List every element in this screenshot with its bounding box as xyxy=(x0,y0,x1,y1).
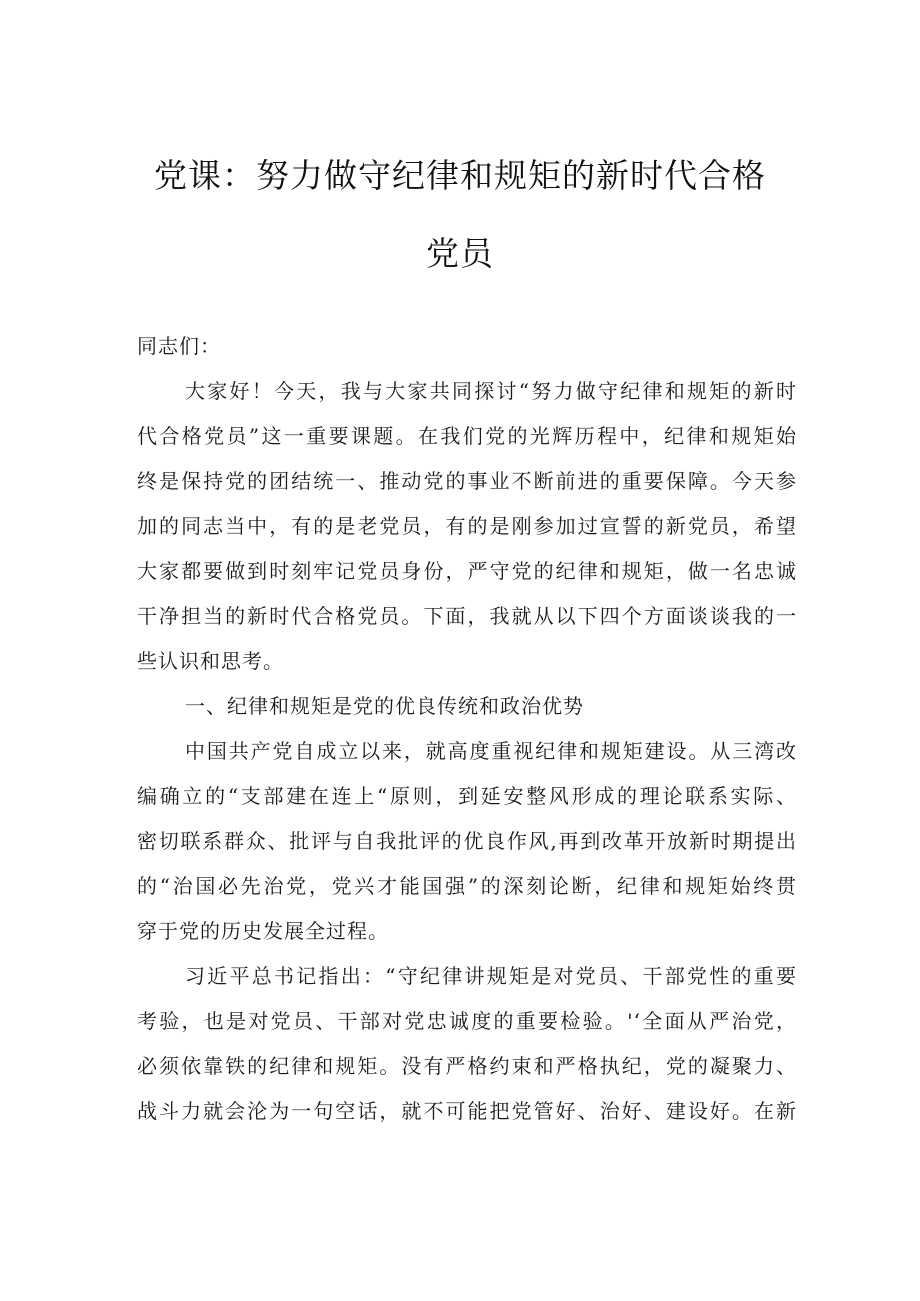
paragraph-line: 终是保持党的团结统一、推动党的事业不断前进的重要保障。今天参 xyxy=(137,469,797,493)
paragraph-line: 穿于党的历史发展全过程。 xyxy=(137,919,389,943)
paragraph-line: 习近平总书记指出：“守纪律讲规矩是对党员、干部党性的重要 xyxy=(185,964,797,988)
paragraph-line: 密切联系群众、批评与自我批评的优良作风,再到改革开放新时期提出 xyxy=(137,829,797,853)
paragraph-line: 中国共产党自成立以来，就高度重视纪律和规矩建设。从三湾改 xyxy=(185,739,797,763)
document-body xyxy=(137,324,797,1134)
salutation: 同志们： xyxy=(137,334,221,358)
section-heading: 一、纪律和规矩是党的优良传统和政治优势 xyxy=(185,694,584,718)
paragraph-intro xyxy=(137,369,797,684)
paragraph-line: 大家好！今天，我与大家共同探讨“努力做守纪律和规矩的新时 xyxy=(185,379,797,403)
paragraph-line: 必须依靠铁的纪律和规矩。没有严格约束和严格执纪，党的凝聚力、 xyxy=(137,1054,797,1078)
paragraph-line: 战斗力就会沦为一句空话，就不可能把党管好、治好、建设好。在新 xyxy=(137,1099,797,1123)
paragraph-line: 代合格党员”这一重要课题。在我们党的光辉历程中，纪律和规矩始 xyxy=(137,424,797,448)
paragraph-line: 加的同志当中，有的是老党员，有的是刚参加过宣誓的新党员，希望 xyxy=(137,514,797,538)
paragraph-line: 编确立的“支部建在连上“原则，到延安整风形成的理论联系实际、 xyxy=(137,784,797,808)
document-title-line-2: 党员 xyxy=(426,234,494,273)
paragraph-line: 的“治国必先治党，党兴才能国强”的深刻论断，纪律和规矩始终贯 xyxy=(137,874,797,898)
paragraph-line: 考验，也是对党员、干部对党忠诚度的重要检验。'‘全面从严治党， xyxy=(137,1009,797,1033)
paragraph-history xyxy=(137,729,797,954)
paragraph-line: 干净担当的新时代合格党员。下面，我就从以下四个方面谈谈我的一 xyxy=(137,604,797,628)
paragraph-line: 大家都要做到时刻牢记党员身份，严守党的纪律和规矩，做一名忠诚 xyxy=(137,559,797,583)
paragraph-quote xyxy=(137,954,797,1134)
paragraph-line: 些认识和思考。 xyxy=(137,649,284,673)
document-title-line-1: 党课：努力做守纪律和规矩的新时代合格 xyxy=(154,156,766,195)
